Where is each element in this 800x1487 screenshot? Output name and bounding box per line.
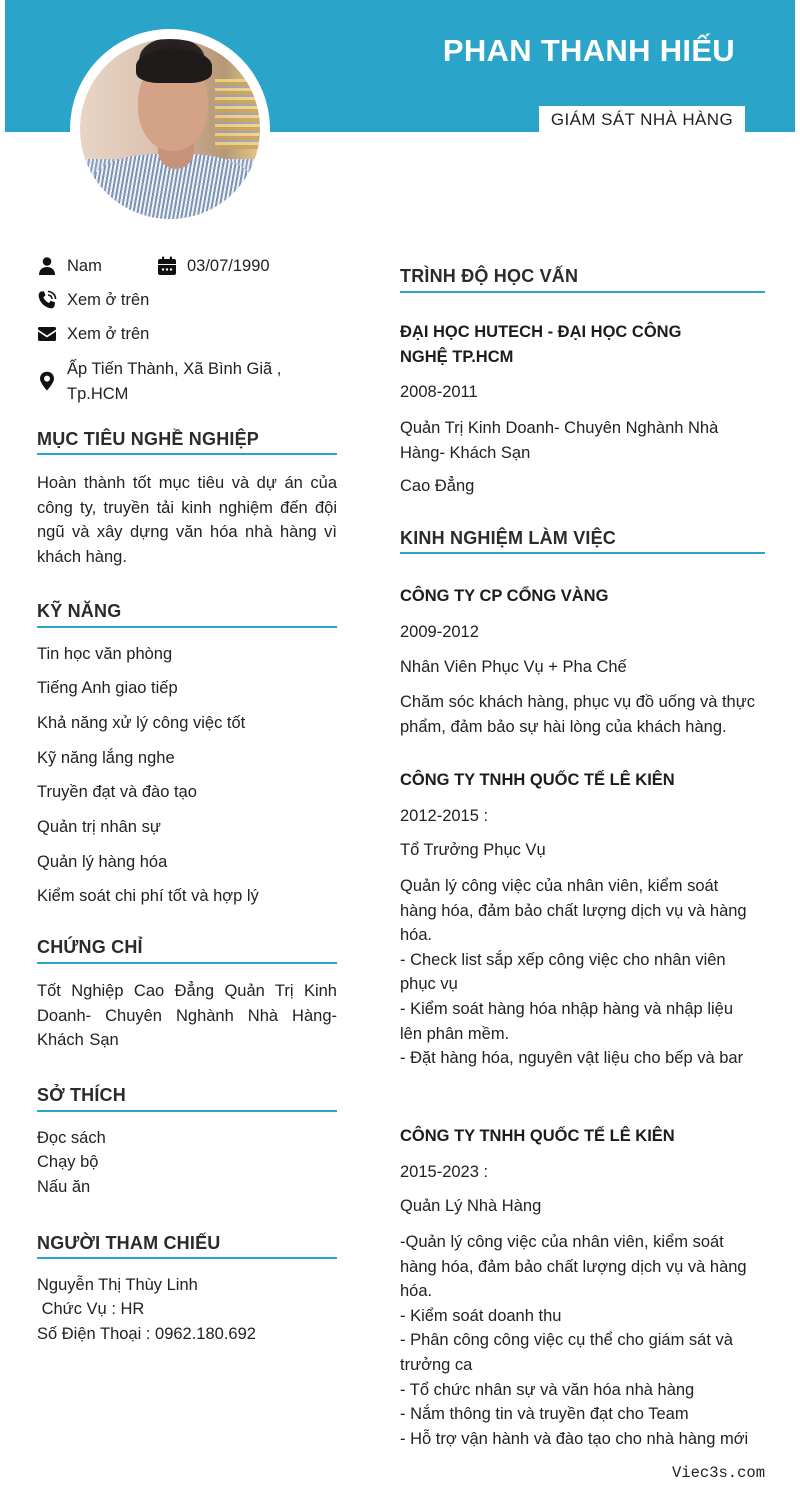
job-period: 2009-2012 bbox=[400, 623, 479, 641]
hobbies-title: SỞ THÍCH bbox=[37, 1085, 126, 1105]
avatar-photo bbox=[80, 39, 260, 219]
hobby-item: Chạy bộ bbox=[37, 1153, 99, 1171]
job-role: Tổ Trưởng Phục Vụ bbox=[400, 841, 546, 859]
birthday-value: 03/07/1990 bbox=[187, 257, 270, 275]
job-period: 2012-2015 : bbox=[400, 807, 489, 825]
certificate-text: Tốt Nghiệp Cao Đẳng Quản Trị Kinh Doanh- Chuyên Nghành Nhà Hàng- Khách Sạn bbox=[37, 982, 337, 1050]
company-name: CÔNG TY TNHH QUỐC TẾ LÊ KIÊN bbox=[400, 1127, 675, 1145]
certificates-title: CHỨNG CHỈ bbox=[37, 937, 143, 957]
hobby-item: Đọc sách bbox=[37, 1129, 106, 1147]
skill-item: Tiếng Anh giao tiếp bbox=[37, 679, 178, 697]
watermark: Viec3s.com bbox=[672, 1464, 766, 1482]
job-description: Chăm sóc khách hàng, phục vụ đồ uống và thực phẩm, đảm bảo sự hài lòng của khách hàng. bbox=[400, 693, 756, 736]
avatar-hair bbox=[136, 49, 212, 83]
skill-item: Quản trị nhân sự bbox=[37, 818, 161, 836]
hobby-item: Nấu ăn bbox=[37, 1178, 91, 1196]
skill-item: Tin học văn phòng bbox=[37, 645, 173, 663]
company-name: CÔNG TY CP CỔNG VÀNG bbox=[400, 587, 609, 605]
phone-value: Xem ở trên bbox=[67, 291, 150, 309]
experience-title: KINH NGHIỆM LÀM VIỆC bbox=[400, 528, 617, 548]
section-divider bbox=[37, 962, 337, 964]
company-name: CÔNG TY TNHH QUỐC TẾ LÊ KIÊN bbox=[400, 771, 675, 789]
skill-item: Kiểm soát chi phí tốt và hợp lý bbox=[37, 887, 259, 905]
address-row bbox=[37, 357, 281, 406]
reference-name: Nguyễn Thị Thùy Linh bbox=[37, 1276, 198, 1294]
skill-item: Kỹ năng lắng nghe bbox=[37, 749, 175, 767]
section-divider bbox=[400, 552, 765, 554]
education-degree: Cao Đẳng bbox=[400, 477, 475, 495]
job-role: Nhân Viên Phục Vụ + Pha Chế bbox=[400, 658, 627, 676]
education-title: TRÌNH ĐỘ HỌC VẤN bbox=[400, 266, 579, 286]
skill-item: Truyền đạt và đào tạo bbox=[37, 783, 197, 801]
education-major: Quản Trị Kinh Doanh- Chuyên Nghành Nhà Hàng- Khách Sạn bbox=[400, 419, 719, 462]
gender-row bbox=[37, 254, 102, 279]
email-row bbox=[37, 322, 149, 347]
education-period: 2008-2011 bbox=[400, 383, 478, 401]
candidate-name: PHAN THANH HIẾU bbox=[442, 33, 735, 68]
section-divider bbox=[37, 626, 337, 628]
location-pin-icon bbox=[37, 371, 57, 391]
objective-text: Hoàn thành tốt mục tiêu và dự án của công ty, truyền tải kinh nghiệm đến đội ngũ và xây dựng văn hóa nhà hàng vì khách hàng. bbox=[37, 474, 337, 566]
birthday-row bbox=[157, 254, 270, 279]
objective-title: MỤC TIÊU NGHỀ NGHIỆP bbox=[37, 429, 260, 449]
job-role: Quản Lý Nhà Hàng bbox=[400, 1197, 542, 1215]
email-value: Xem ở trên bbox=[67, 325, 150, 343]
job-period: 2015-2023 : bbox=[400, 1163, 489, 1181]
section-divider bbox=[37, 453, 337, 455]
reference-phone: Số Điện Thoại : 0962.180.692 bbox=[37, 1325, 256, 1343]
section-divider bbox=[400, 291, 765, 293]
phone-icon bbox=[37, 290, 57, 310]
school-name: ĐẠI HỌC HUTECH - ĐẠI HỌC CÔNG NGHỆ TP.HCM bbox=[400, 323, 682, 366]
address-value: Ấp Tiến Thành, Xã Bình Giã , Tp.HCM bbox=[67, 360, 282, 403]
envelope-icon bbox=[37, 324, 57, 344]
calendar-icon bbox=[157, 256, 177, 276]
skills-title: KỸ NĂNG bbox=[37, 601, 122, 621]
skill-item: Khả năng xử lý công việc tốt bbox=[37, 714, 246, 732]
background-lights bbox=[215, 79, 260, 149]
reference-role: Chức Vụ : HR bbox=[37, 1300, 145, 1318]
section-divider bbox=[37, 1110, 337, 1112]
section-divider bbox=[37, 1257, 337, 1259]
user-icon bbox=[37, 256, 57, 276]
references-title: NGƯỜI THAM CHIẾU bbox=[37, 1233, 221, 1253]
job-position-badge: GIÁM SÁT NHÀ HÀNG bbox=[539, 106, 745, 132]
gender-value: Nam bbox=[67, 257, 102, 275]
skill-item: Quản lý hàng hóa bbox=[37, 853, 168, 871]
phone-row bbox=[37, 288, 149, 313]
job-description: Quản lý công việc của nhân viên, kiểm soát hàng hóa, đảm bảo chất lượng dịch vụ và hàng hóa. - Check list sắp xếp công việc cho nhân viên phục vụ - Kiểm soát hàng hóa nhập hàng và nhập liệu lên phân mềm. - Đặt hàng hóa, nguyên vật liệu cho bếp và bar bbox=[400, 877, 747, 1068]
job-description: -Quản lý công việc của nhân viên, kiểm soát hàng hóa, đảm bảo chất lượng dịch vụ và hàng hóa. - Kiểm soát doanh thu - Phân công công việc cụ thể cho giám sát và trưởng ca - Tổ chức nhân sự và văn hóa nhà hàng - Nắm thông tin và truyền đạt cho Team - Hỗ trợ vận hành và đào tạo cho nhà hàng mới bbox=[400, 1233, 749, 1448]
